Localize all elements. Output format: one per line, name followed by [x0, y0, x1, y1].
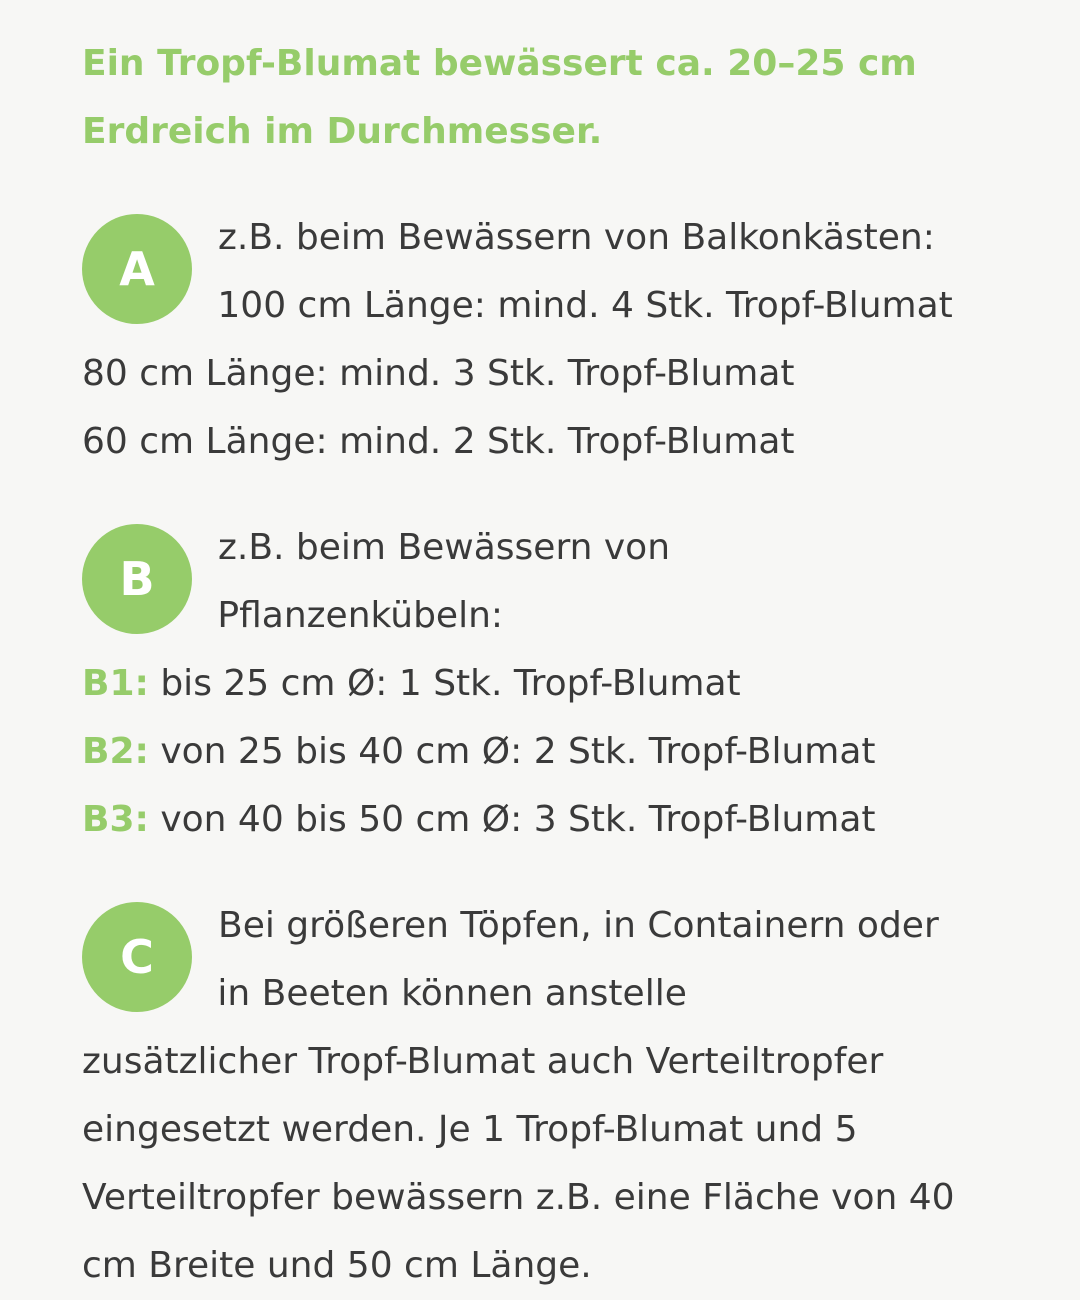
- section-a-line: 60 cm Länge: mind. 2 Stk. Tropf-Blumat: [82, 421, 795, 462]
- item-text: von 40 bis 50 cm Ø: 3 Stk. Tropf-Blumat: [148, 799, 876, 840]
- section-b-intro-line: Pflanzenkübeln:: [217, 595, 504, 636]
- headline-line-1: Ein Tropf-Blumat bewässert ca. 20–25 cm: [82, 43, 917, 84]
- headline: [82, 30, 1012, 166]
- section-b-item: [82, 786, 1012, 854]
- section-b-item: [82, 718, 1012, 786]
- section-a-line: 80 cm Länge: mind. 3 Stk. Tropf-Blumat: [82, 353, 795, 394]
- section-c-line: Verteiltropfer bewässern z.B. eine Fläche von 40: [82, 1177, 955, 1218]
- item-key: B1:: [82, 663, 149, 704]
- section-b-item: [82, 650, 1012, 718]
- headline-line-2: Erdreich im Durchmesser.: [82, 111, 603, 152]
- section-b: [82, 514, 1012, 854]
- section-c: [82, 892, 1012, 1300]
- section-c-line: eingesetzt werden. Je 1 Tropf-Blumat und 5: [82, 1109, 858, 1150]
- item-key: B3:: [82, 799, 149, 840]
- badge-c: C: [82, 902, 192, 1012]
- badge-b: B: [82, 524, 192, 634]
- item-text: bis 25 cm Ø: 1 Stk. Tropf-Blumat: [148, 663, 741, 704]
- item-key: B2:: [82, 731, 149, 772]
- section-c-line: Bei größeren Töpfen, in Containern oder: [218, 905, 939, 946]
- section-b-intro-line: z.B. beim Bewässern von: [218, 527, 671, 568]
- section-a: [82, 204, 1012, 476]
- section-c-line: in Beeten können anstelle: [217, 973, 687, 1014]
- section-c-line: cm Breite und 50 cm Länge.: [82, 1245, 592, 1286]
- section-c-line: zusätzlicher Tropf-Blumat auch Verteiltropfer: [82, 1041, 884, 1082]
- article-content: [82, 30, 1012, 1300]
- badge-a: A: [82, 214, 192, 324]
- item-text: von 25 bis 40 cm Ø: 2 Stk. Tropf-Blumat: [148, 731, 876, 772]
- section-a-line: 100 cm Länge: mind. 4 Stk. Tropf-Blumat: [217, 285, 953, 326]
- section-a-line: z.B. beim Bewässern von Balkonkästen:: [218, 217, 935, 258]
